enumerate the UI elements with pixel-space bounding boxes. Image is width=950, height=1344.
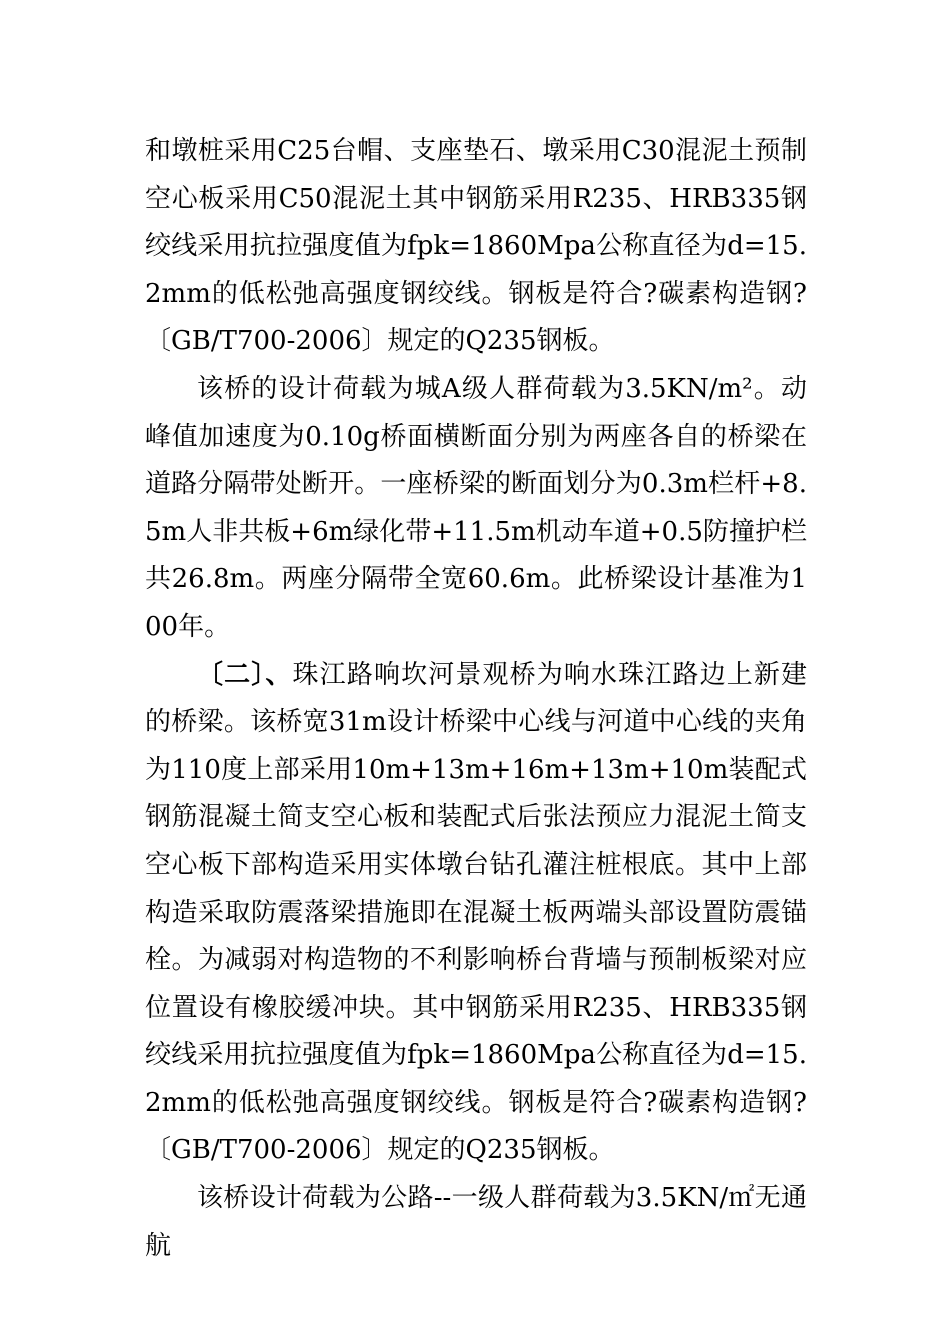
section-two-text: 珠江路响坎河景观桥为响水珠江路边上新建的桥梁。该桥宽31m设计桥梁中心线与河道中心线的夹角为110度上部采用10m+13m+16m+13m+10m装配式钢筋混凝土简支空心板和装配式后张法预应力混泥土简支空心板下部构造采用实体墩台钻孔灌注桩根底。其中上部构造采取防震落梁措施即在混凝土板两端头部设置防震锚栓。为减弱对构造物的不利影响桥台背墙与预制板梁对应位置设有橡胶缓冲块。其中钢筋采用R235、HRB335钢绞线采用抗拉强度值为fpk=1860Mpa公称直径为d=15.2mm的低松弛高强度钢绞线。钢板是符合?碳素构造钢?〔GB/T700-2006〕规定的Q235钢板。: [145, 659, 807, 1166]
paragraph-bridge-load: 该桥设计荷载为公路--一级人群荷载为3.5KN/㎡无通航: [145, 1183, 807, 1261]
paragraph-design-load: 该桥的设计荷载为城A级人群荷载为3.5KN/m²。动峰值加速度为0.10g桥面横断面分别为两座各自的桥梁在道路分隔带处断开。一座桥梁的断面划分为0.3m栏杆+8.5m人非共板+6m绿化带+11.5m机动车道+0.5防撞护栏共26.8m。两座分隔带全宽60.6m。此桥梁设计基准为100年。: [145, 373, 807, 642]
paragraph-materials: 和墩桩采用C25台帽、支座垫石、墩采用C30混泥土预制空心板采用C50混泥土其中钢筋采用R235、HRB335钢绞线采用抗拉强度值为fpk=1860Mpa公称直径为d=15.2mm的低松弛高强度钢绞线。钢板是符合?碳素构造钢?〔GB/T700-2006〕规定的Q235钢板。: [145, 136, 807, 357]
section-heading: 〔二〕、: [197, 659, 293, 690]
paragraph-section-two: [145, 652, 807, 1176]
body-text: [145, 128, 807, 1270]
